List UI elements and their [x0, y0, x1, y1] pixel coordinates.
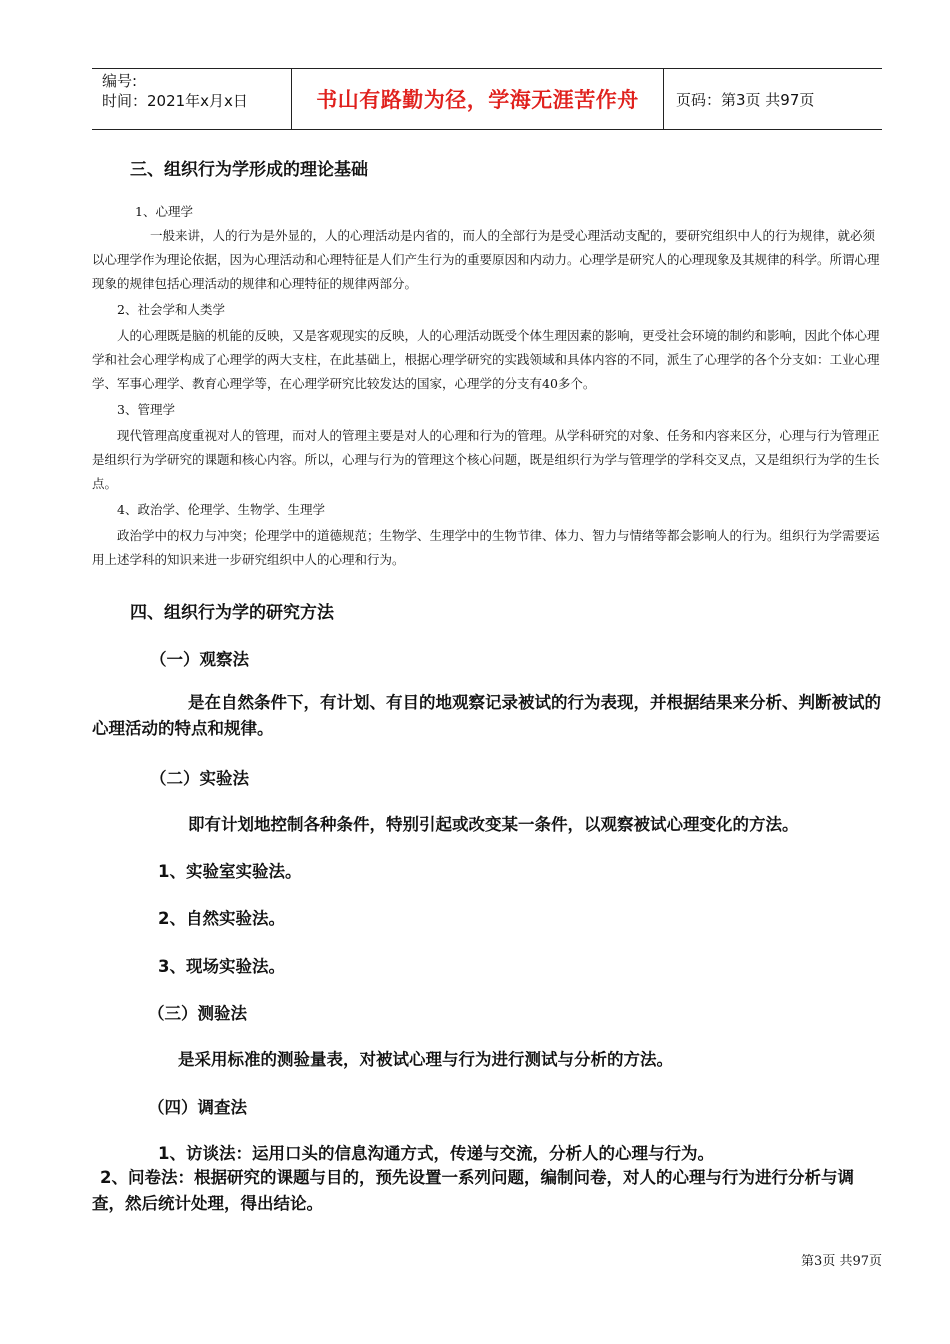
- section3-title: 三、组织行为学形成的理论基础: [130, 160, 368, 180]
- header-motto: 书山有路勤为径，学海无涯苦作舟: [316, 88, 639, 112]
- s3-item2-heading: 2、社会学和人类学: [117, 302, 225, 317]
- s3-item1-heading: 1、心理学: [135, 204, 193, 219]
- survey-questionnaire: 2、问卷法：根据研究的课题与目的，预先设置一系列问题，编制问卷，对人的心理与行为进行分析与调查，然后统计处理，得出结论。: [92, 1168, 854, 1213]
- header-page-info: 页码：第3页 共97页: [676, 90, 815, 109]
- page-header-table: [92, 68, 882, 130]
- experiment-sub2: 2、自然实验法。: [158, 909, 285, 928]
- s3-item3-text: 现代管理高度重视对人的管理，而对人的管理主要是对人的心理和行为的管理。从学科研究的对象、任务和内容来区分，心理与行为管理正是组织行为学研究的课题和核心内容。所以，心理与行为的管理这个核心问题，既是组织行为学与管理学的学科交叉点，又是组织行为学的生长点。: [92, 428, 880, 491]
- header-page-cell: [664, 69, 882, 129]
- page-footer: 第3页 共97页: [801, 1254, 882, 1269]
- survey-interview: 1、访谈法：运用口头的信息沟通方式，传递与交流，分析人的心理与行为。: [158, 1144, 714, 1163]
- survey-heading: （四）调查法: [148, 1098, 247, 1117]
- s3-item3-heading: 3、管理学: [117, 402, 175, 417]
- header-motto-cell: [292, 69, 664, 129]
- s3-item1-text: 一般来讲，人的行为是外显的，人的心理活动是内省的，而人的全部行为是受心理活动支配的，要研究组织中人的行为规律，就必须以心理学作为理论依据，因为心理活动和心理特征是人们产生行为的重要原因和内动力。心理学是研究人的心理现象及其规律的科学。所谓心理现象的规律包括心理活动的规律和心理特征的规律两部分。: [92, 228, 880, 291]
- test-text: 是采用标准的测验量表，对被试心理与行为进行测试与分析的方法。: [178, 1050, 673, 1069]
- experiment-text: 即有计划地控制各种条件，特别引起或改变某一条件，以观察被试心理变化的方法。: [188, 815, 799, 834]
- observation-text: 是在自然条件下，有计划、有目的地观察记录被试的行为表现，并根据结果来分析、判断被试的心理活动的特点和规律。: [92, 693, 881, 738]
- section4-title: 四、组织行为学的研究方法: [130, 603, 334, 623]
- test-heading: （三）测验法: [148, 1004, 247, 1023]
- header-number-label: 编号:: [102, 72, 138, 90]
- header-meta-cell: [92, 69, 292, 129]
- experiment-sub3: 3、现场实验法。: [158, 957, 285, 976]
- s3-item4-text: 政治学中的权力与冲突；伦理学中的道德规范；生物学、生理学中的生物节律、体力、智力与情绪等都会影响人的行为。组织行为学需要运用上述学科的知识来进一步研究组织中人的心理和行为。: [92, 528, 880, 567]
- s3-item2-text: 人的心理既是脑的机能的反映，又是客观现实的反映，人的心理活动既受个体生理因素的影响，更受社会环境的制约和影响，因此个体心理学和社会心理学构成了心理学的两大支柱，在此基础上，根据心理学研究的实践领域和具体内容的不同，派生了心理学的各个分支如：工业心理学、军事心理学、教育心理学等，在心理学研究比较发达的国家，心理学的分支有40多个。: [92, 328, 880, 391]
- header-time-label: 时间：2021年x月x日: [102, 92, 248, 110]
- s3-item4-heading: 4、政治学、伦理学、生物学、生理学: [117, 502, 325, 517]
- observation-heading: （一）观察法: [150, 650, 249, 669]
- experiment-heading: （二）实验法: [150, 769, 249, 788]
- experiment-sub1: 1、实验室实验法。: [158, 862, 302, 881]
